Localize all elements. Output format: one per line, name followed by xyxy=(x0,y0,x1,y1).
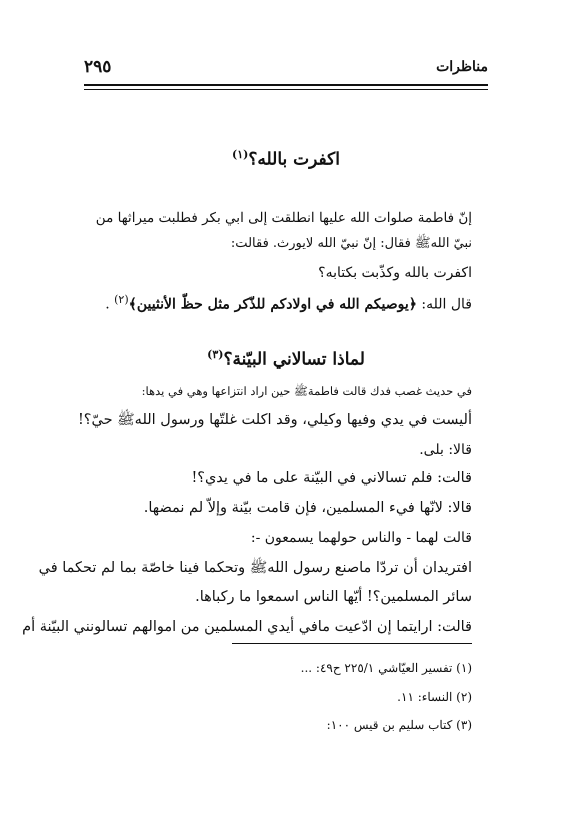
footnote: (١) تفسير العيّاشي ٢٢٥/١ ح٤٩: ... xyxy=(300,661,472,675)
footnote: (٢) النساء: ١١. xyxy=(397,690,472,704)
text-line: في حديث غصب فدك قالت فاطمةﷺ حين اراد انتزاعها وهي في يدها: xyxy=(141,384,472,398)
text-line: نبيّ اللهﷺ فقال: إنّ نبيّ الله لايورث. فقالت: xyxy=(230,236,472,251)
text-line: افتريدان أن تردّا ماصنع رسول اللهﷺ وتحكما فينا خاصّة بما لم تحكما في xyxy=(38,560,472,576)
footnote-ref: (٢) xyxy=(114,293,129,306)
heading-text: لماذا تسالاني البيّنة؟ xyxy=(223,349,365,370)
page-number: ٢٩٥ xyxy=(84,57,112,77)
quote-prefix: قال الله: xyxy=(421,296,472,313)
footnote-ref: (٣) xyxy=(207,348,224,361)
running-title: مناظرات xyxy=(436,59,488,75)
footnote-divider xyxy=(232,643,472,644)
heading-text: اكفرت بالله؟ xyxy=(248,149,340,170)
section-heading-1 xyxy=(0,148,572,170)
section-heading-2 xyxy=(0,348,572,370)
text-line: قالت: ارايتما إن ادّعيت مافي أيدي المسلمين من اموالهم تسالونني البيّنة أم xyxy=(22,619,472,635)
quote-end: . xyxy=(105,296,110,313)
text-line: قالت لهما - والناس حولهما يسمعون -: xyxy=(250,530,472,546)
footnote: (٣) كتاب سليم بن قيس ١٠٠: xyxy=(326,718,472,732)
running-header xyxy=(84,57,488,79)
text-line: إنّ فاطمة صلوات الله عليها انطلقت إلى ابي بكر فطلبت ميراثها من xyxy=(95,210,472,226)
text-line: سائر المسلمين؟! أيّها الناس اسمعوا ما ركباها. xyxy=(195,589,472,605)
text-line: قالا: لانّها فيء المسلمين، فإن قامت بيّنة وإلاّ لم نمضها. xyxy=(143,500,472,516)
quran-quote: ﴿يوصيكم الله في اولادكم للذّكر مثل حظّ الأنثيين﴾ xyxy=(128,296,417,313)
header-rule-thick xyxy=(84,84,488,86)
text-line: قالت: فلم تسالاني في البيّنة على ما في يدي؟! xyxy=(191,470,472,486)
text-line: أليست في يدي وفيها وكيلي، وقد اكلت غلتّها ورسول اللهﷺ حيّ؟! xyxy=(77,412,472,428)
quran-quote-line xyxy=(105,293,472,313)
footnote-ref: (١) xyxy=(232,148,249,161)
header-rule-thin xyxy=(84,89,488,90)
text-line: قالا: بلى. xyxy=(419,442,472,458)
text-line: اكفرت بالله وكذّبت بكتابه؟ xyxy=(318,265,472,281)
